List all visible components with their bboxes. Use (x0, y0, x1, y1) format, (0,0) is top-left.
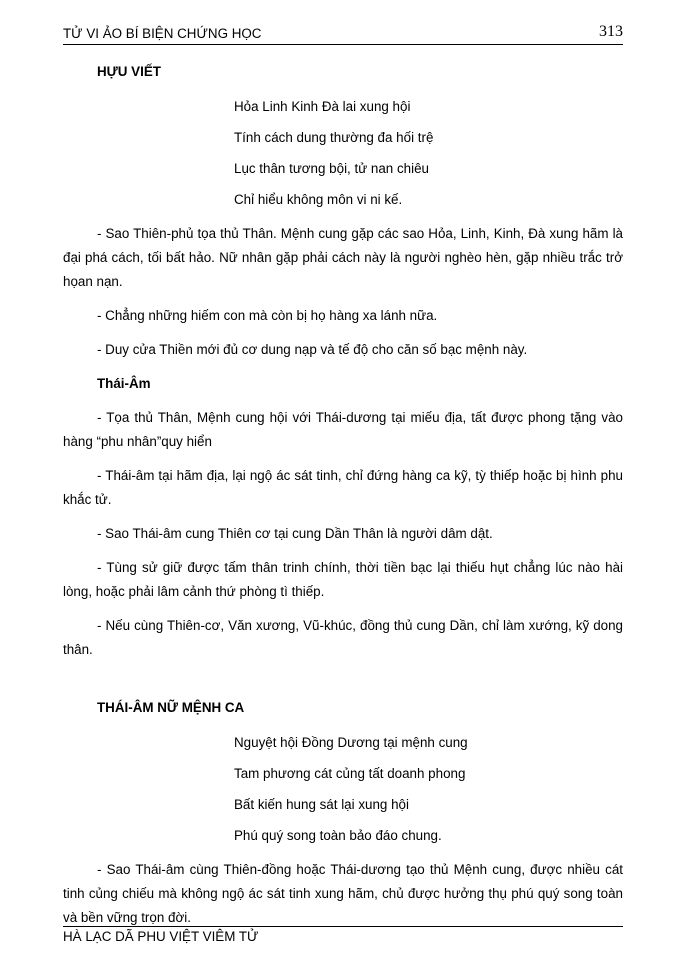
page-footer (63, 926, 623, 944)
section-heading-thai-am: Thái-Âm (97, 376, 151, 391)
verse-line: Chỉ hiểu không môn vi ni kế. (234, 192, 403, 207)
paragraph: - Duy cửa Thiền mới đủ cơ dung nạp và tế độ cho căn số bạc mệnh này. (97, 342, 528, 357)
section-heading-huu-viet: HỰU VIẾT (97, 64, 161, 79)
page-number: 313 (599, 23, 623, 40)
verse-line: Tam phương cát củng tất doanh phong (234, 766, 466, 781)
paragraph: - Tùng sử giữ được tấm thân trinh chính, thời tiền bạc lại thiếu hụt chẳng lúc nào hài lòng, hoặc phải lâm cảnh thứ phòng tì thiếp. (63, 560, 623, 599)
paragraph: - Sao Thiên-phủ tọa thủ Thân. Mệnh cung gặp các sao Hỏa, Linh, Kinh, Đà xung hãm là đại phá cách, tối bất hảo. Nữ nhân gặp phải cách này là người nghèo hèn, gặp nhiều trắc trở họan nạn. (63, 226, 623, 289)
verse-line: Bất kiến hung sát lại xung hội (234, 797, 409, 812)
page-header (63, 22, 623, 45)
paragraph: - Tọa thủ Thân, Mệnh cung hội với Thái-dương tại miếu địa, tất được phong tặng vào hàng “phu nhân”quy hiển (63, 410, 623, 449)
verse-line: Hỏa Linh Kinh Đà lai xung hội (234, 99, 411, 114)
page-content (63, 60, 623, 930)
footer-author: HÀ LẠC DÃ PHU VIỆT VIÊM TỬ (63, 929, 259, 944)
paragraph: - Chẳng những hiếm con mà còn bị họ hàng xa lánh nữa. (97, 308, 438, 323)
verse-line: Tính cách dung thường đa hối trệ (234, 130, 434, 145)
book-title: TỬ VI ẢO BÍ BIỆN CHỨNG HỌC (63, 26, 262, 41)
section-heading-nu-menh-ca: THÁI-ÂM NỮ MỆNH CA (97, 700, 245, 715)
verse-line: Phú quý song toàn bảo đáo chung. (234, 828, 442, 843)
paragraph: - Sao Thái-âm cùng Thiên-đồng hoặc Thái-dương tạo thủ Mệnh cung, được nhiều cát tinh củng chiếu mà không ngộ ác sát tinh xung hãm, chủ được hưởng thụ phú quý song toàn và bền vững trọn đời. (63, 862, 623, 925)
paragraph: - Thái-âm tại hãm địa, lại ngộ ác sát tinh, chỉ đứng hàng ca kỹ, tỳ thiếp hoặc bị hình phu khắc tử. (63, 468, 623, 507)
verse-line: Nguyệt hội Đồng Dương tại mệnh cung (234, 735, 468, 750)
verse-line: Lục thân tương bội, tử nan chiêu (234, 161, 429, 176)
paragraph: - Sao Thái-âm cung Thiên cơ tại cung Dần Thân là người dâm dật. (97, 526, 493, 541)
paragraph: - Nếu cùng Thiên-cơ, Văn xương, Vũ-khúc, đồng thủ cung Dần, chỉ làm xướng, kỹ dong thân. (63, 618, 623, 657)
